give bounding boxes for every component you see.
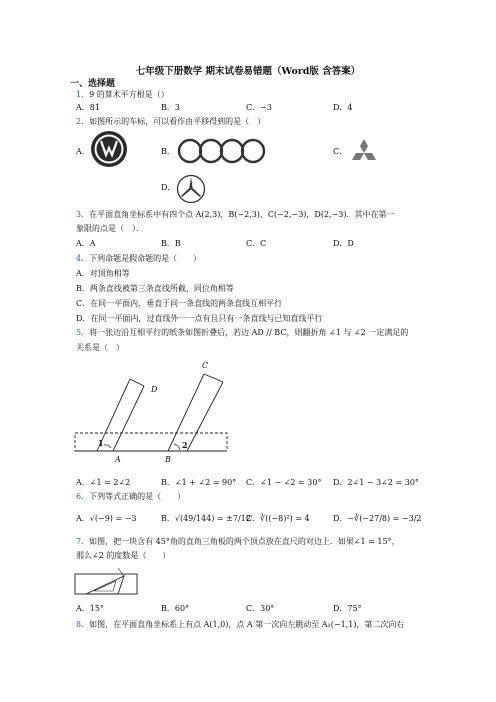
- question-2: [76, 116, 265, 127]
- figure-label-d: D: [151, 385, 158, 394]
- option-c: C．−3: [246, 103, 272, 112]
- question-text: 下列命题是假命题的是（ ）: [89, 254, 202, 263]
- question-text: 下列等式正确的是（ ）: [89, 492, 186, 501]
- figure-label-c: C: [202, 361, 209, 370]
- question-number: 1．: [76, 90, 90, 99]
- option-d: D．75°: [333, 604, 362, 613]
- option-c: C．C: [246, 239, 267, 248]
- question-text: 将一张边沿互相平行的纸条如图折叠后，若边 AD // BC，则翻折角 ∠1 与 ∠2 一定满足的: [89, 328, 409, 337]
- option-a: A．81: [76, 103, 100, 112]
- option-c: C．∠1 − ∠2 = 30°: [246, 478, 322, 487]
- option-a: A．A: [76, 239, 96, 248]
- question-1: [76, 89, 169, 100]
- question-number: 8．: [76, 620, 90, 629]
- question-text: 如图，在平面直角坐标系上有点 A(1,0)，点 A 第一次向左跳动至 A₁(−1,1)，第二次向右: [89, 620, 405, 629]
- option-d: D．4: [333, 103, 353, 112]
- folded-strip-figure: [70, 358, 240, 468]
- option-c: C．30°: [246, 604, 275, 613]
- vw-logo-icon: [90, 130, 128, 168]
- option-c: C．∛((−8)²) = 4: [246, 514, 310, 523]
- question-number: 2．: [76, 117, 90, 126]
- option-a: A．√(−9) = −3: [76, 514, 137, 523]
- question-7-line2: 那么∠2 的度数是（ ）: [76, 551, 171, 560]
- section-heading: 一、选择题: [70, 79, 116, 89]
- option-b: B．60°: [161, 604, 190, 613]
- option-b: B．∠1 + ∠2 = 90°: [161, 478, 237, 487]
- option-b: B．3: [161, 103, 180, 112]
- option-c: C．: [333, 147, 348, 156]
- option-d: D．−∛(−27/8) = −3/2: [333, 514, 422, 523]
- question-number: 6．: [76, 492, 90, 501]
- question-number: 7．: [76, 537, 90, 546]
- mitsubishi-logo-icon: [346, 138, 382, 168]
- figure-label-angle-1: 1: [98, 438, 104, 448]
- ruler-triangle-figure: [74, 566, 138, 596]
- option-a: A．: [76, 147, 90, 156]
- question-text: 如图所示的车标，可以看作由平移得到的是（ ）: [89, 117, 266, 126]
- question-text: 如图，把一块含有 45°角的直角三角板的两个顶点放在直尺的对边上．如果∠1 = 15°，: [89, 537, 400, 546]
- option-b: B．: [161, 147, 175, 156]
- audi-logo-icon: [177, 138, 269, 164]
- question-5-line2: 关系是（ ）: [76, 343, 124, 352]
- question-number: 4．: [76, 254, 90, 263]
- question-8: [76, 619, 404, 630]
- option-c: C．在同一平面内，垂直于同一条直线的两条直线互相平行: [76, 299, 283, 308]
- figure-label-angle-2: 2: [182, 440, 188, 450]
- option-d: D．: [161, 183, 176, 192]
- option-a: A．对顶角相等: [76, 269, 130, 278]
- question-3: [76, 209, 395, 220]
- option-b: B．√(49/144) = ±7/12: [161, 514, 251, 523]
- question-4: [76, 253, 201, 264]
- figure-label-a: A: [115, 455, 121, 464]
- question-6: [76, 491, 185, 502]
- option-a: A．15°: [76, 604, 104, 613]
- question-3-line2: 象限的点是（ ）．: [76, 224, 144, 233]
- question-5: [76, 327, 408, 338]
- figure-label-b: B: [165, 455, 171, 464]
- page-title: 七年级下册数学 期末试卷易错题（Word版 含答案）: [135, 66, 361, 77]
- option-b: B．两条直线被第三条直线所截，同位角相等: [76, 284, 234, 293]
- mercedes-logo-icon: [176, 174, 206, 204]
- question-number: 3．: [76, 210, 90, 219]
- option-d: D．在同一平面内，过直线外一一点有且只有一条直线与已知直线平行: [76, 314, 323, 323]
- option-d: D．2∠1 − 3∠2 = 30°: [333, 478, 419, 487]
- question-text: 9 的算术平方根是（）: [89, 90, 169, 99]
- option-a: A．∠1 = 2∠2: [76, 478, 131, 487]
- question-number: 5．: [76, 328, 90, 337]
- option-d: D．D: [333, 239, 354, 248]
- option-b: B．B: [161, 239, 181, 248]
- question-7: [76, 536, 400, 547]
- question-text: 在平面直角坐标系中有四个点 A(2,3)，B(−2,3)，C(−2,−3)，D(2,−3)．其中在第一: [89, 210, 395, 219]
